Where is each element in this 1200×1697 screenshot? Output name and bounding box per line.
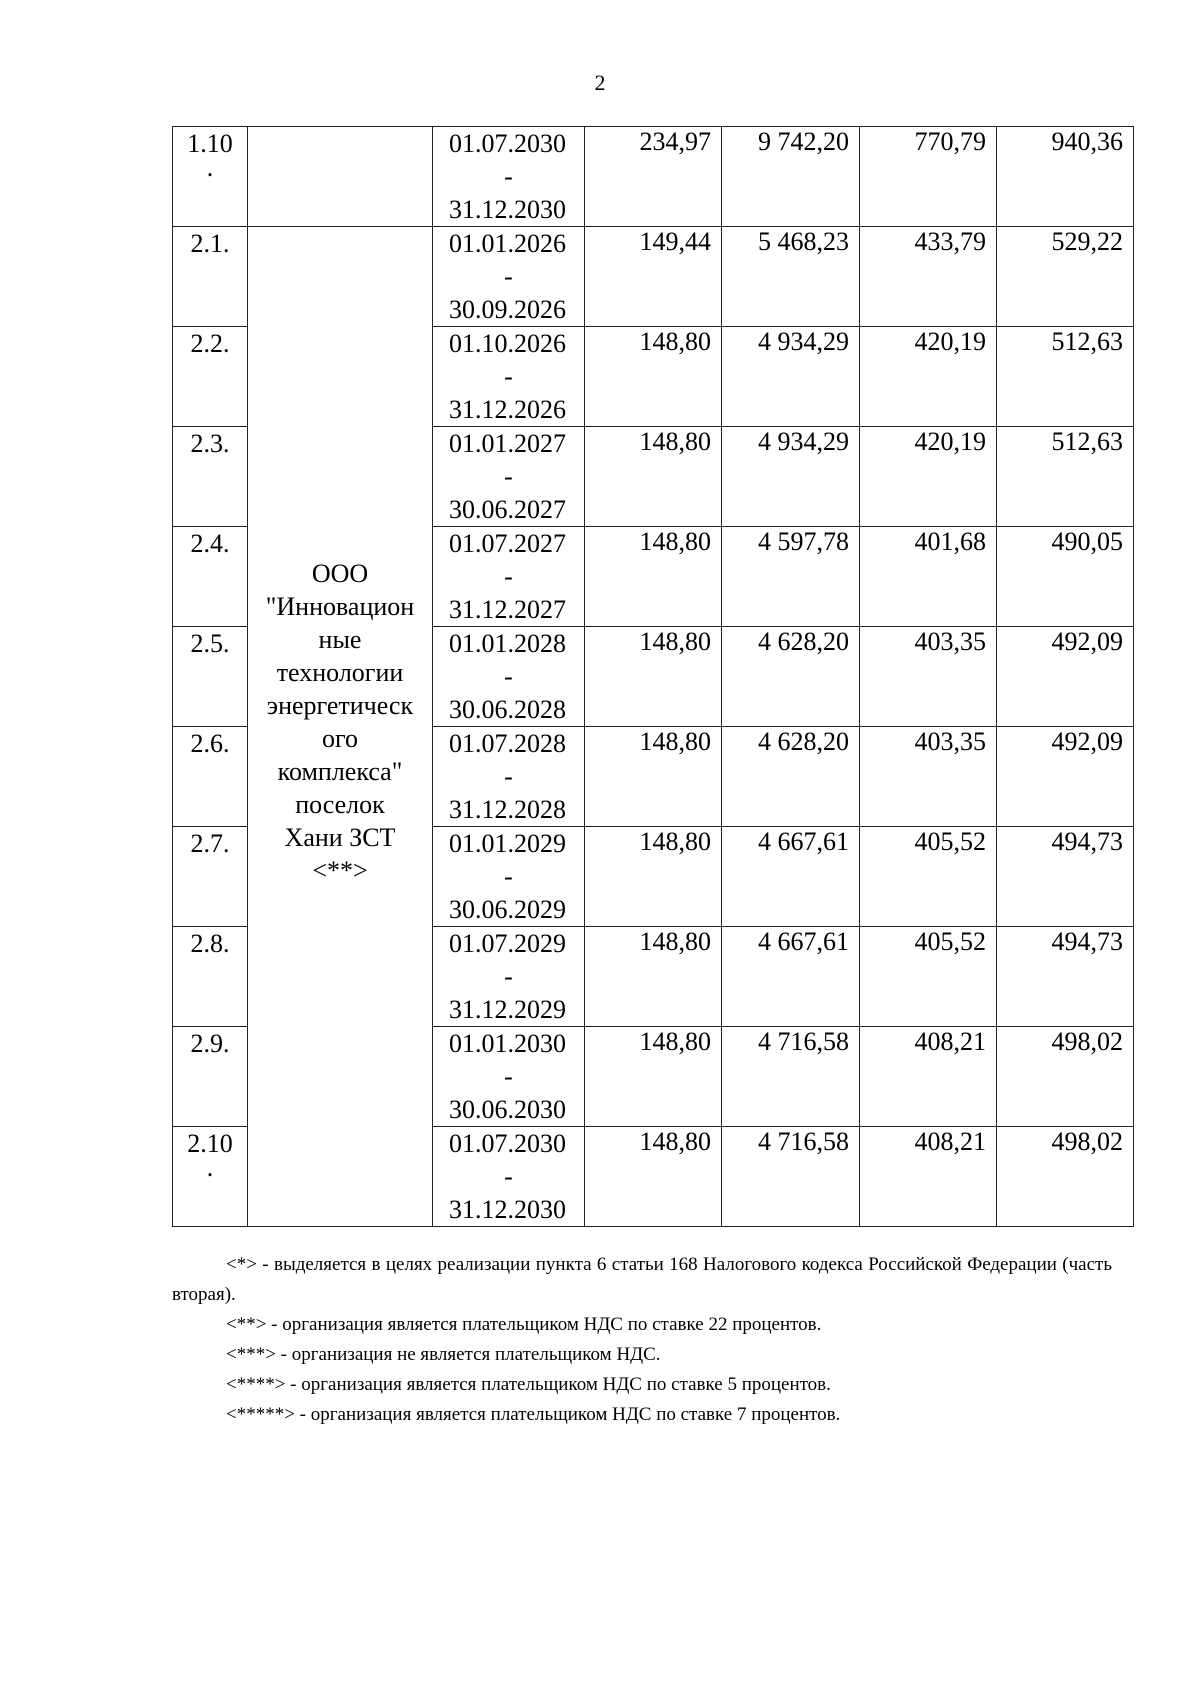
period-cell: [433, 127, 585, 227]
period-end: 31.12.2026: [449, 395, 566, 424]
page-number: 2: [594, 70, 606, 95]
row-number-cell: [173, 827, 248, 927]
row-number-cell: [173, 427, 248, 527]
value-cell: 4 934,29: [722, 327, 860, 427]
row-number-cell: [173, 527, 248, 627]
row-number: 2.3.: [190, 429, 230, 458]
value-cell: 420,19: [860, 427, 997, 527]
value-cell: 4 628,20: [722, 727, 860, 827]
row-number-suffix: [173, 861, 247, 887]
value-cell: 420,19: [860, 327, 997, 427]
period-dash: -: [504, 462, 513, 491]
period-cell: [433, 527, 585, 627]
footnote: <***> - организация не является плательщиком НДС.: [226, 1344, 661, 1365]
row-number-suffix: [173, 961, 247, 987]
footnote: <*****> - организация является плательщиком НДС по ставке 7 процентов.: [226, 1404, 841, 1425]
value-cell: 494,73: [997, 827, 1134, 927]
row-number: 2.2.: [190, 329, 230, 358]
organization-name-line: технологии: [276, 658, 404, 687]
row-number-cell: [173, 127, 248, 227]
footnote: <**> - организация является плательщиком НДС по ставке 22 процентов.: [226, 1314, 822, 1335]
row-number-suffix: .: [206, 1153, 214, 1182]
organization-name-line: энергетическ: [266, 691, 414, 720]
organization-name-line: ого: [321, 724, 359, 753]
value-cell: 433,79: [860, 227, 997, 327]
footnote: <*> - выделяется в целях реализации пункта 6 статьи 168 Налогового кодекса Российской Федерации (часть вторая).: [172, 1254, 1112, 1305]
period-cell: [433, 727, 585, 827]
period-dash: -: [504, 562, 513, 591]
period-dash: -: [504, 962, 513, 991]
period-cell: [433, 327, 585, 427]
organization-name-line: комплекса": [277, 757, 403, 786]
period-end: 30.09.2026: [449, 295, 566, 324]
value-cell: 940,36: [997, 127, 1134, 227]
row-number-cell: [173, 227, 248, 327]
value-cell: 9 742,20: [722, 127, 860, 227]
row-number-suffix: [173, 561, 247, 587]
row-number: 1.10: [187, 129, 233, 158]
period-start: 01.10.2026: [449, 329, 566, 358]
period-cell: [433, 1127, 585, 1227]
value-cell: 408,21: [860, 1127, 997, 1227]
row-number-suffix: [173, 1061, 247, 1087]
row-number-suffix: [173, 761, 247, 787]
organization-name-line: ООО: [311, 559, 369, 588]
value-cell: 4 597,78: [722, 527, 860, 627]
row-number: 2.6.: [190, 729, 230, 758]
period-dash: -: [504, 262, 513, 291]
value-cell: 405,52: [860, 827, 997, 927]
organization-name-line: <**>: [312, 856, 368, 885]
value-cell: 408,21: [860, 1027, 997, 1127]
row-number-cell: [173, 1127, 248, 1227]
row-number-suffix: [173, 261, 247, 287]
period-cell: [433, 427, 585, 527]
value-cell: 512,63: [997, 327, 1134, 427]
period-cell: [433, 827, 585, 927]
row-number-cell: [173, 927, 248, 1027]
value-cell: 529,22: [997, 227, 1134, 327]
value-cell: 401,68: [860, 527, 997, 627]
value-cell: 405,52: [860, 927, 997, 1027]
value-cell: 148,80: [585, 1027, 722, 1127]
value-cell: 512,63: [997, 427, 1134, 527]
period-start: 01.01.2029: [449, 829, 566, 858]
row-number: 2.9.: [190, 1029, 230, 1058]
value-cell: 4 667,61: [722, 927, 860, 1027]
period-dash: -: [504, 362, 513, 391]
value-cell: 770,79: [860, 127, 997, 227]
row-number-suffix: [173, 461, 247, 487]
footnote: <****> - организация является плательщиком НДС по ставке 5 процентов.: [226, 1374, 831, 1395]
period-end: 30.06.2027: [449, 495, 566, 524]
period-end: 30.06.2029: [449, 895, 566, 924]
period-start: 01.07.2028: [449, 729, 566, 758]
period-end: 31.12.2027: [449, 595, 566, 624]
row-number-cell: [173, 627, 248, 727]
period-start: 01.01.2026: [449, 229, 566, 258]
period-cell: [433, 927, 585, 1027]
table-row: [173, 127, 1134, 227]
value-cell: 148,80: [585, 727, 722, 827]
value-cell: 4 628,20: [722, 627, 860, 727]
period-dash: -: [504, 662, 513, 691]
period-end: 30.06.2030: [449, 1095, 566, 1124]
period-dash: -: [504, 862, 513, 891]
period-end: 31.12.2028: [449, 795, 566, 824]
period-start: 01.07.2030: [449, 1129, 566, 1158]
value-cell: 492,09: [997, 727, 1134, 827]
value-cell: 403,35: [860, 627, 997, 727]
period-start: 01.07.2027: [449, 529, 566, 558]
value-cell: 234,97: [585, 127, 722, 227]
row-number-suffix: .: [206, 153, 214, 182]
row-number-cell: [173, 1027, 248, 1127]
row-number: 2.7.: [190, 829, 230, 858]
period-dash: -: [504, 1162, 513, 1191]
row-number-cell: [173, 727, 248, 827]
organization-name-line: "Инновацион: [265, 592, 415, 621]
tariff-table-body: [173, 127, 1134, 1227]
period-dash: -: [504, 162, 513, 191]
tariff-table: [172, 126, 1134, 1227]
value-cell: 498,02: [997, 1027, 1134, 1127]
value-cell: 490,05: [997, 527, 1134, 627]
period-end: 30.06.2028: [449, 695, 566, 724]
value-cell: 5 468,23: [722, 227, 860, 327]
value-cell: 148,80: [585, 927, 722, 1027]
row-number: 2.8.: [190, 929, 230, 958]
row-number: 2.10: [187, 1129, 233, 1158]
period-dash: -: [504, 1062, 513, 1091]
value-cell: 4 934,29: [722, 427, 860, 527]
organization-name-line: поселок: [295, 790, 385, 819]
value-cell: 498,02: [997, 1127, 1134, 1227]
period-cell: [433, 627, 585, 727]
period-end: 31.12.2029: [449, 995, 566, 1024]
row-number: 2.5.: [190, 629, 230, 658]
row-number-cell: [173, 327, 248, 427]
value-cell: 148,80: [585, 327, 722, 427]
value-cell: 148,80: [585, 1127, 722, 1227]
row-number-suffix: [173, 361, 247, 387]
period-start: 01.01.2027: [449, 429, 566, 458]
value-cell: 148,80: [585, 627, 722, 727]
value-cell: 148,80: [585, 427, 722, 527]
value-cell: 494,73: [997, 927, 1134, 1027]
organization-name-line: ные: [318, 625, 362, 654]
period-start: 01.07.2030: [449, 129, 566, 158]
row-number: 2.4.: [190, 529, 230, 558]
value-cell: 4 667,61: [722, 827, 860, 927]
period-cell: [433, 1027, 585, 1127]
organization-cell: [248, 227, 433, 1227]
value-cell: 4 716,58: [722, 1027, 860, 1127]
row-number-suffix: [173, 661, 247, 687]
period-start: 01.01.2030: [449, 1029, 566, 1058]
period-start: 01.01.2028: [449, 629, 566, 658]
period-cell: [433, 227, 585, 327]
value-cell: 4 716,58: [722, 1127, 860, 1227]
footnotes: [172, 1250, 1112, 1430]
period-start: 01.07.2029: [449, 929, 566, 958]
table-row: [173, 227, 1134, 327]
value-cell: 149,44: [585, 227, 722, 327]
value-cell: 403,35: [860, 727, 997, 827]
value-cell: 148,80: [585, 827, 722, 927]
period-end: 31.12.2030: [449, 1195, 566, 1224]
value-cell: 492,09: [997, 627, 1134, 727]
period-end: 31.12.2030: [449, 195, 566, 224]
value-cell: 148,80: [585, 527, 722, 627]
row-number: 2.1.: [190, 229, 230, 258]
period-dash: -: [504, 762, 513, 791]
organization-name-line: Хани ЗСТ: [284, 823, 396, 852]
organization-cell-empty: [248, 127, 433, 227]
